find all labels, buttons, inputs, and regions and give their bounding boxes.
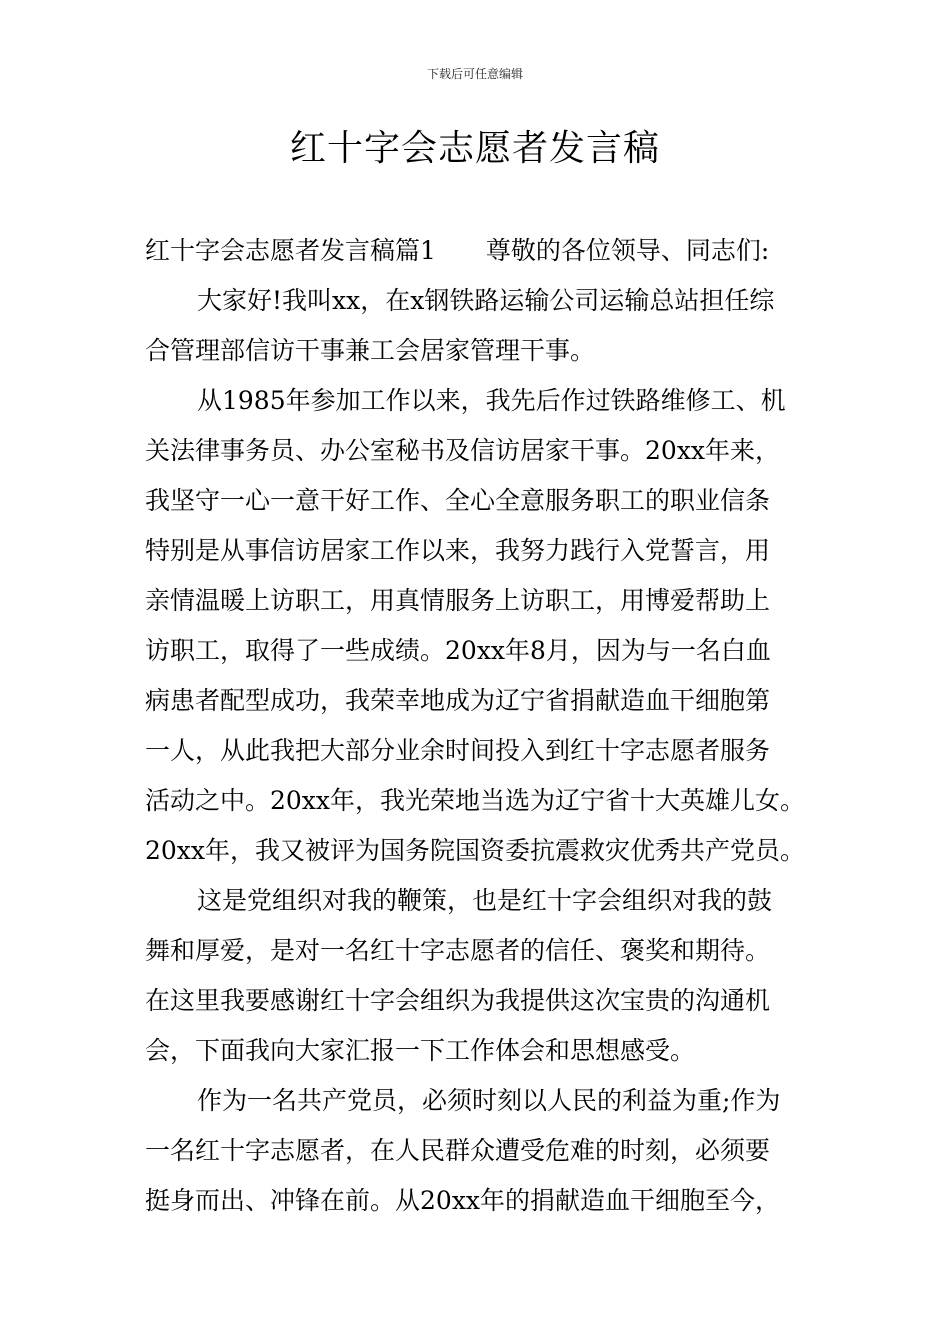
document-body bbox=[145, 226, 817, 1226]
paragraph-line: 访职工，取得了一些成绩。20xx年8月，因为与一名白血 bbox=[145, 636, 771, 665]
paragraph-line: 合管理部信访干事兼工会居家管理干事。 bbox=[145, 336, 596, 365]
paragraph-line: 舞和厚爱，是对一名红十字志愿者的信任、褒奖和期待。 bbox=[145, 936, 771, 965]
paragraph-line: 从1985年参加工作以来，我先后作过铁路维修工、机 bbox=[197, 386, 786, 415]
document-title: 红十字会志愿者发言稿 bbox=[289, 128, 660, 169]
paragraph-line: 一人，从此我把大部分业余时间投入到红十字志愿者服务 bbox=[145, 736, 771, 765]
paragraph-line: 亲情温暖上访职工，用真情服务上访职工，用博爱帮助上 bbox=[145, 586, 771, 615]
paragraph-line: 病患者配型成功，我荣幸地成为辽宁省捐献造血干细胞第 bbox=[145, 686, 771, 715]
paragraph-line: 挺身而出、冲锋在前。从20xx年的捐献造血干细胞至今， bbox=[145, 1186, 781, 1215]
header-note: 下载后可任意编辑 bbox=[426, 67, 523, 81]
section-label: 红十字会志愿者发言稿篇1 bbox=[145, 236, 436, 265]
salutation: 尊敬的各位领导、同志们: bbox=[485, 236, 770, 265]
paragraph-line: 这是党组织对我的鞭策，也是红十字会组织对我的鼓 bbox=[197, 886, 773, 915]
paragraph-line: 20xx年，我又被评为国务院国资委抗震救灾优秀共产党员。 bbox=[145, 836, 806, 865]
paragraph-line: 一名红十字志愿者，在人民群众遭受危难的时刻，必须要 bbox=[145, 1136, 771, 1165]
paragraph-line: 在这里我要感谢红十字会组织为我提供这次宝贵的沟通机 bbox=[145, 986, 771, 1015]
paragraph-line: 关法律事务员、办公室秘书及信访居家干事。20xx年来， bbox=[145, 436, 781, 465]
section-heading-line bbox=[145, 226, 817, 276]
paragraph-line: 大家好!我叫xx，在x钢铁路运输公司运输总站担任综 bbox=[197, 286, 775, 315]
paragraph-line: 特别是从事信访居家工作以来，我努力践行入党誓言，用 bbox=[145, 536, 771, 565]
paragraph-line: 会，下面我向大家汇报一下工作体会和思想感受。 bbox=[145, 1036, 696, 1065]
paragraph-line: 我坚守一心一意干好工作、全心全意服务职工的职业信条 bbox=[145, 486, 771, 515]
paragraph-line: 活动之中。20xx年，我光荣地当选为辽宁省十大英雄儿女。 bbox=[145, 786, 806, 815]
paragraph-line: 作为一名共产党员，必须时刻以人民的利益为重;作为 bbox=[197, 1086, 781, 1115]
